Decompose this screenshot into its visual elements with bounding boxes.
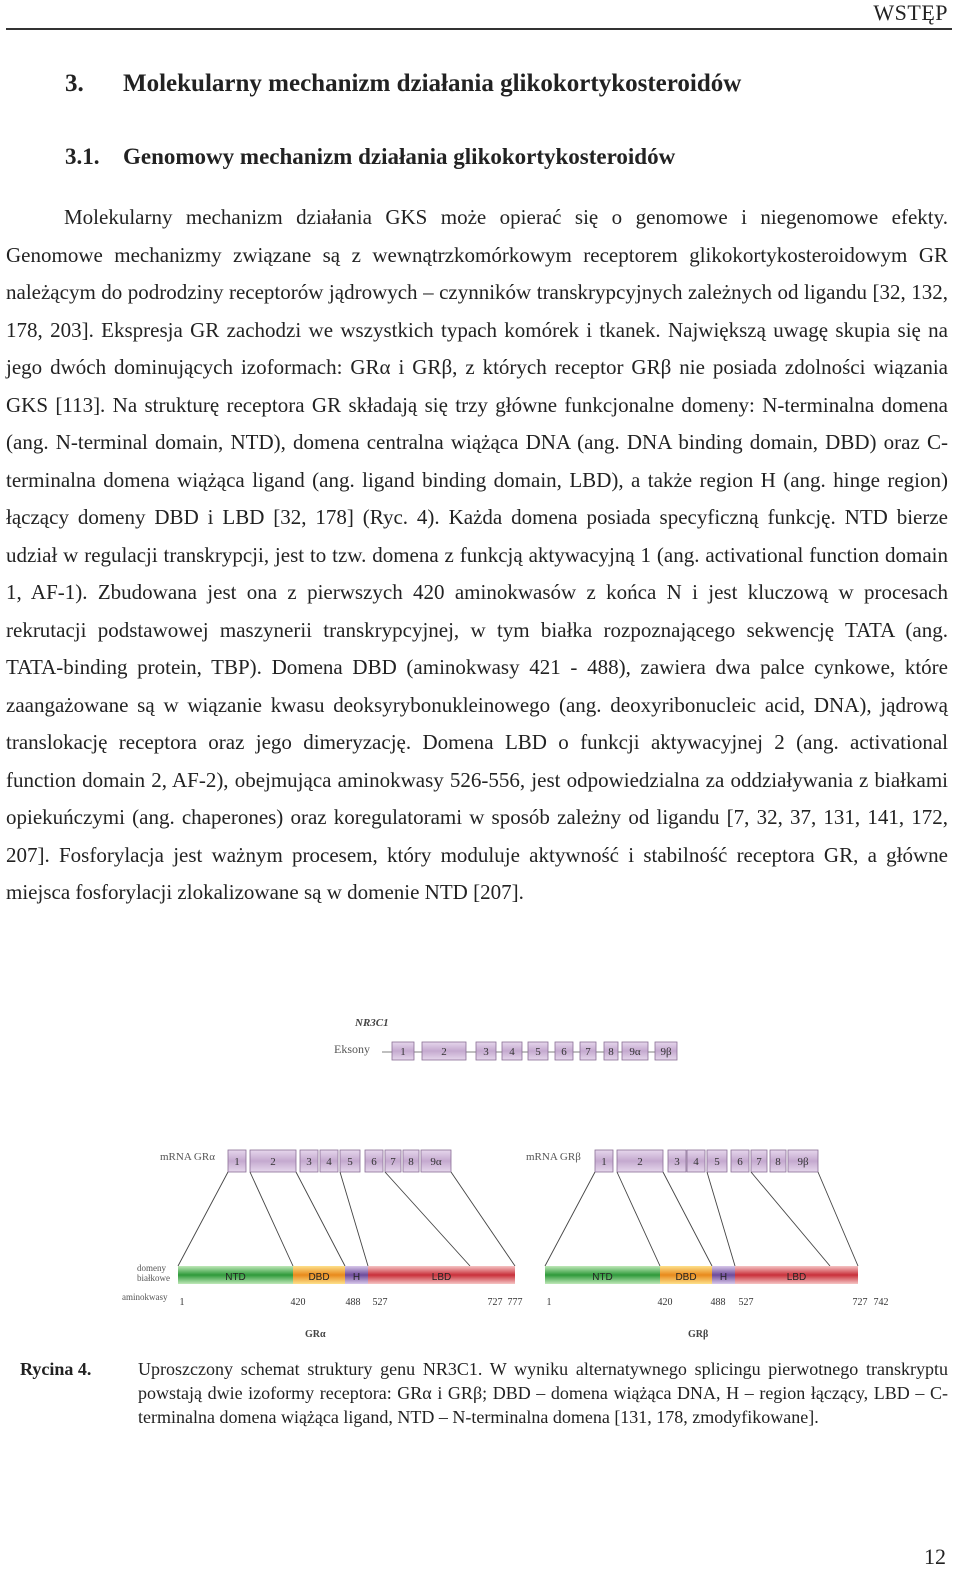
alpha-connector-line (385, 1172, 470, 1266)
gene-exon-label: 6 (561, 1046, 567, 1058)
gene-exon-label: 9α (629, 1046, 641, 1058)
aminoacids-label: aminokwasy (122, 1292, 168, 1302)
domains-label-line2: białkowe (137, 1273, 170, 1283)
protein-alpha-domain-label: H (352, 1272, 361, 1283)
mrna-alpha-exon-label: 4 (326, 1156, 332, 1168)
mrna-alpha-exon-label: 2 (270, 1156, 276, 1168)
exons-label: Eksony (334, 1042, 370, 1056)
protein-alpha-position-label: 420 (290, 1297, 306, 1308)
protein-beta-label: GRβ (688, 1329, 709, 1340)
beta-connector-line (663, 1172, 712, 1266)
page-number: 12 (924, 1544, 946, 1569)
section-title: Molekularny mechanizm działania glikokortykosteroidów (123, 70, 742, 97)
exon-domain-connectors (178, 1172, 858, 1266)
subsection-number: 3.1. (65, 144, 100, 169)
gene-exon-label: 8 (608, 1046, 614, 1058)
mrna-alpha-exon-label: 8 (408, 1156, 414, 1168)
mrna-alpha-exon-label: 1 (234, 1156, 240, 1168)
protein-beta-position-label: 527 (738, 1297, 754, 1308)
protein-beta-domain-label: DBD (675, 1272, 697, 1283)
protein-beta-positions (547, 1297, 889, 1308)
gene-exon-label: 5 (535, 1046, 541, 1058)
protein-alpha-position-label: 1 (179, 1297, 185, 1308)
mrna-alpha-exon-label: 9α (430, 1156, 442, 1168)
protein-beta-domain-label: NTD (592, 1272, 613, 1283)
protein-beta-domain-label: H (719, 1272, 728, 1283)
mrna-beta-exon-label: 6 (737, 1156, 743, 1168)
protein-beta-position-label: 488 (710, 1297, 726, 1308)
mrna-alpha-exon-label: 7 (390, 1156, 396, 1168)
alpha-connector-line (340, 1172, 368, 1266)
protein-beta-position-label: 420 (657, 1297, 673, 1308)
mrna-beta-exon-label: 2 (637, 1156, 643, 1168)
body-paragraph: Molekularny mechanizm działania GKS może opierać się o genomowe i niegenomowe efekty. Genomowe mechanizmy związane są z wewnątrzkomórkowym receptorem glikokortykosteroidowym GR należącym do podrodziny receptorów jądrowych – czynników transkrypcyjnych zależnych od ligandu [32, 132, 178, 203]. Ekspresja GR zachodzi we wszystkich typach komórek i tkanek. Największą uwagę skupia się na jego dwóch dominujących izoformach: GRα i GRβ, z których receptor GRβ nie posiada zdolności wiązania GKS [113]. Na strukturę receptora GR składają się trzy główne funkcjonalne domeny: N-terminalna domena (ang. N-terminal domain, NTD), domena centralna wiążąca DNA (ang. DNA binding domain, DBD) oraz C-terminalna domena wiążąca ligand (ang. ligand binding domain, LBD), a także region H (ang. hinge region) łączący domeny DBD i LBD [32, 178] (Ryc. 4). Każda domena posiada specyficzną funkcję. NTD bierze udział w regulacji transkrypcji, jest to tzw. domena z funkcją aktywacyjną 1 (ang. activational function domain 1, AF-1). Zbudowana jest ona z pierwszych 420 aminokwasów z końca N i jest kluczową w procesach rekrutacji podstawowej maszynerii transkrypcyjnej, w tym białka rozpoznającego sekwencję TATA (ang. TATA-binding protein, TBP). Domena DBD (aminokwasy 421 - 488), zawiera dwa palce cynkowe, które zaangażowane są w wiązanie kwasu deoksyrybonukleinowego (ang. deoxyribonucleic acid, DNA), jądrową translokację receptora oraz jego dimeryzację. Domena LBD o funkcji aktywacyjnej 2 (ang. activational function domain 2, AF-2), obejmująca aminokwasy 526-556, jest odpowiedzialna za oddziaływania z białkami opiekuńczymi (ang. chaperones) oraz koregulatorami w sposób zależny od ligandu [7, 32, 37, 131, 141, 172, 207]. Fosforylacja jest ważnym procesem, który moduluje aktywność i stabilność receptora GR, a główne miejsca fosforylacji zlokalizowane są w domenie NTD [207]. (6, 205, 948, 904)
domains-label (137, 1263, 170, 1283)
protein-alpha-label: GRα (305, 1329, 326, 1340)
figure-nr3c1 (110, 1010, 910, 1350)
mrna-alpha-exon-label: 3 (306, 1156, 312, 1168)
mrna-alpha-exon-label: 5 (347, 1156, 353, 1168)
alpha-connector-line (178, 1172, 228, 1266)
gene-exon-label: 9β (660, 1046, 672, 1058)
beta-connector-line (818, 1172, 858, 1266)
gene-exons (392, 1042, 677, 1060)
alpha-connector-line (451, 1172, 515, 1266)
beta-connector-line (751, 1172, 830, 1266)
mrna-alpha-label: mRNA GRα (160, 1151, 215, 1163)
protein-alpha-positions (180, 1297, 523, 1308)
alpha-connector-line (296, 1172, 345, 1266)
protein-beta-position-label: 1 (546, 1297, 552, 1308)
gene-exon-label: 4 (509, 1046, 515, 1058)
protein-alpha-domain-label: LBD (431, 1272, 452, 1283)
mrna-beta-label: mRNA GRβ (526, 1151, 581, 1163)
protein-beta-domain-label: LBD (786, 1272, 807, 1283)
subsection-heading (65, 144, 675, 170)
gene-exon-label: 7 (585, 1046, 591, 1058)
beta-connector-line (545, 1172, 595, 1266)
mrna-alpha-exons (228, 1150, 451, 1172)
protein-alpha-position-label: 727 (487, 1297, 503, 1308)
protein-alpha-position-label: 488 (345, 1297, 361, 1308)
subsection-title: Genomowy mechanizm działania glikokortykosteroidów (123, 144, 676, 169)
mrna-beta-exon-label: 9β (797, 1156, 809, 1168)
beta-connector-line (617, 1172, 660, 1266)
gene-exon-label: 3 (483, 1046, 489, 1058)
header-label: WSTĘP (873, 0, 948, 25)
protein-alpha-position-label: 777 (507, 1297, 523, 1308)
mrna-beta-exon-label: 7 (756, 1156, 762, 1168)
domains-label-line1: domeny (137, 1263, 166, 1273)
caption-text: Uproszczony schemat struktury genu NR3C1. W wyniku alternatywnego splicingu pierwotnego transkryptu powstają dwie izoformy receptora: GRα i GRβ; DBD – domena wiążąca DNA, H – region łączący, LBD – C-terminalna domena wiążąca ligand, NTD – N-terminalna domena [131, 178, zmodyfikowane]. (138, 1359, 948, 1427)
caption-label: Rycina 4. (20, 1359, 92, 1379)
mrna-beta-exon-label: 5 (714, 1156, 720, 1168)
protein-alpha-domain-label: NTD (225, 1272, 246, 1283)
mrna-alpha-exon-label: 6 (371, 1156, 377, 1168)
mrna-beta-exon-label: 1 (601, 1156, 607, 1168)
gene-name: NR3C1 (355, 1017, 389, 1029)
protein-beta-position-label: 727 (852, 1297, 868, 1308)
mrna-beta-exon-label: 8 (775, 1156, 781, 1168)
protein-beta-domains (545, 1266, 858, 1284)
gene-exon-label: 2 (441, 1046, 447, 1058)
gene-exon-label: 1 (400, 1046, 406, 1058)
protein-alpha-domain-label: DBD (308, 1272, 330, 1283)
mrna-beta-exon-label: 3 (674, 1156, 680, 1168)
alpha-connector-line (250, 1172, 293, 1266)
protein-alpha-domains (178, 1266, 515, 1284)
gene-structure-diagram (110, 1010, 910, 1350)
protein-alpha-position-label: 527 (372, 1297, 388, 1308)
mrna-beta-exon-label: 4 (693, 1156, 699, 1168)
section-number: 3. (65, 70, 84, 97)
protein-beta-position-label: 742 (873, 1297, 889, 1308)
mrna-beta-exons (595, 1150, 818, 1172)
page-header (0, 0, 960, 30)
beta-connector-line (707, 1172, 735, 1266)
header-rule (6, 28, 952, 30)
section-heading (65, 70, 741, 98)
